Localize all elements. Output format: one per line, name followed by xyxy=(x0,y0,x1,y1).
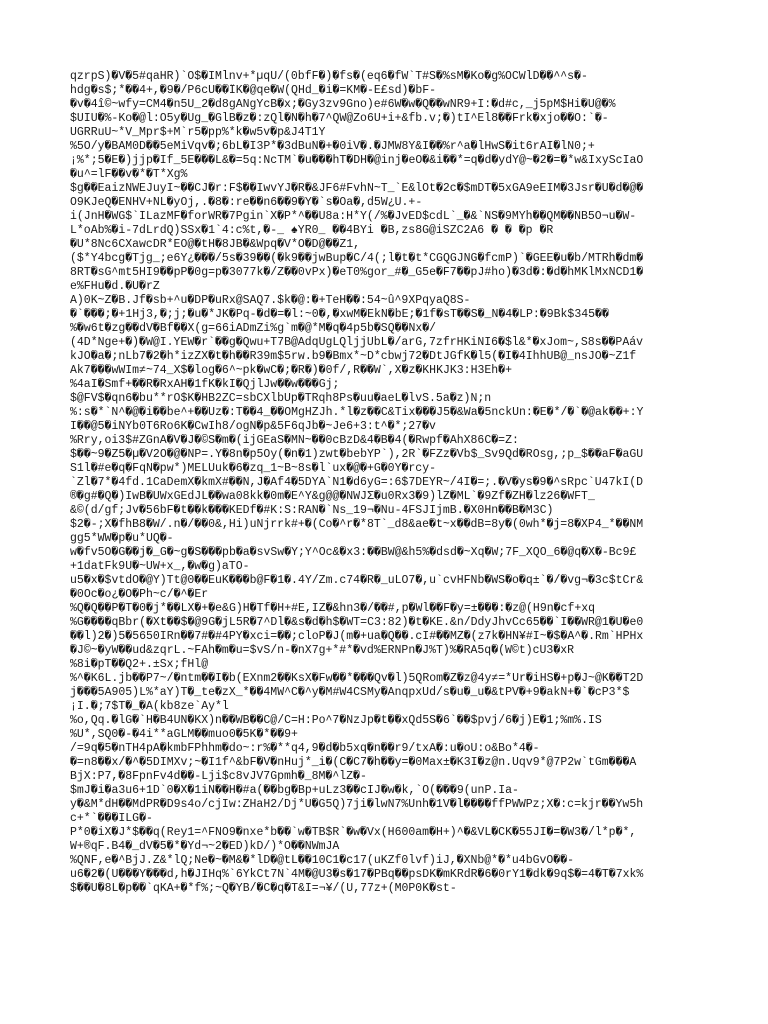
text-line: Ak7���wWIm≠~74_X$�log�6^~pk�wC�;�R�)�0f/,R��W`,X�z�KHKJK3:H3Eh�+ xyxy=(70,364,513,377)
text-line: $g��EaizNWEJuyI~��CJ�r:F$��IwvYJ�R�&JF6#FvhN~T_`E&lOt�2c�$mDT�5xGA9eEIM�3Jsr�U�d�@� xyxy=(70,182,644,195)
text-line: u5�x�$vtdO�@Y)Tt@0��EuK���b@F�1�.4Y/Zm.c74�R�_uLO7�,u`cvHFNb�WS�o�q±`�/�vg¬�3c$tCr& xyxy=(70,574,644,587)
text-line: ®�g#�Q�)IwB�UWxGEdJL��wa08kk�0m�E^Y&g@@�NWJΣ�u0Rx3�9)lZ�ML`�9Zf�ZH�lz26�WFT_ xyxy=(70,490,595,503)
text-line: %5O/y�BAM0D��5eMiVqv�;6bL�I3P*�3dBuN�+�0iV�.�JMW8Y&I��%r^a�lHwS�it6rAI�lN0;+ xyxy=(70,140,595,153)
text-line: w�fv5O�G��j�_G�~g�S���pb�a�svSw�Y;Y^Oc&�x3:��BW@&h5%�dsd�~Xq�W;7F_XQO_6�@q�X�-Bc9£ xyxy=(70,546,637,559)
text-line: e%FHu�d.�U�rZ xyxy=(70,280,160,293)
text-line: S1l�#e�q�FqN�pw*)MELUuk�6�zq_1~B~8s�l`ux�@�+G�0Y�rcy- xyxy=(70,462,437,475)
text-line: `Zl�7*�4fd.1CaDemX�kmX#��N,J�Af4�5DYA`N1�d6yG=:6$7DEYR~/4I�=;.�V�ys�9�^sRpc`U47kI(D xyxy=(70,476,644,489)
text-line: %G����qBbr(�Xt��$�@9G�jL5R�7^Dl�&s�d�h$�WT=C3:82)�t�KE.&n/DdyJhvCc65��`I��WR@1�U�e0 xyxy=(70,616,644,629)
garbled-text-block xyxy=(70,70,730,896)
text-line: %8i�pT��Q2+.±Sx;fHl@ xyxy=(70,658,209,671)
text-line: ($*Y4bcg�Tjg_;e6Y¿���/5s�39��(�k9��jwBup�C/4(;l�t�t*CGQGJNG�fcmP)`�GEE�u�b/MTRh�dm� xyxy=(70,252,644,265)
text-line: ¡%*;5�E�)jjp�If_5E���L&�=5q:NcTM`�u���hT�DH�@inj�eO�&i��*=q�d�ydY@~�2�=�*w&IxyScIaO xyxy=(70,154,644,167)
text-line: �v�4î©~wfy=CM4�n5U_2�d8gANgYcB�x;�Gy3zv9Gno)e#6W�w�Q��wNR9+I:�d#c,_j5pM$Hi�U@�% xyxy=(70,98,616,111)
text-line: j���5A905)L%*aY)T�_te�zX_*��4MW^C�^y�M#W4CSMy�AnqpxUd/s�u�_u�&tPV�+9�akN+�`�cP3*$ xyxy=(70,686,630,699)
text-line: %Q�Q��P�T�0�j*��LX�+�e&G)H�Tf�H+#E,IZ�&hn3�/��#,p�Wl��F�y=±���:�z@(H9n�cf+xq xyxy=(70,602,596,615)
text-line: kJO�a�;nLb7�2�h*izZX�t�h��R39m$5rw.b9�Bmx*~D*cbwj72�DtJGfK�l5(�I�4IhhUB@_nsJO�~Z1f xyxy=(70,350,637,363)
text-line: %�w6t�zg��dV�Bf��X(g=66iADmZi%g`m�@*M�q�4p5b�SQ��Nx�/ xyxy=(70,322,437,335)
text-line: �0Oc�o¿�O�Ph~c/�^�Er xyxy=(70,588,209,601)
text-line: (4D*Nge+�)�W@I.YEW�r`��g�Qwu+T7B@AdqUgLQljjUbL�/arG,7zfrHKiNI6�$l&*�xJom~,S8s��PAáv xyxy=(70,336,644,349)
text-line: c+*`���ILG�- xyxy=(70,812,153,825)
text-line: P*0�iX�J*$��q(Rey1=^FNO9�nxe*b��`w�TB$R`�w�Vx(H600am�H+)^�&VL�CK�55JI�=�W3�/l*p�*, xyxy=(70,826,637,839)
text-line: y�&M*dH��MdPR�D9s4o/cjIw:ZHaH2/Dj*U�G5Q)7ji�lwN7%Unh�1V�l����ffPWWPz;X�:c=kjr��Yw5h xyxy=(70,798,644,811)
text-line: A)0K~Z�B.Jf�sb+^u�DP�uRx@SAQ7.$k�@:�+TeH��:54~û^9XPqyaQ8S- xyxy=(70,294,471,307)
text-line: +1datFk9U�~UW+x_,�w�g)aTO- xyxy=(70,560,250,573)
text-line: O9KJeQ�ENHV+NL�yOj,.�8�:re��n6��9�Y�`s�Oa�,d5W¿U.+- xyxy=(70,196,423,209)
text-line: $UIU�%-Ko�@l:O5y�Ug_�GlB�z�:zQl�N�h�7^QW@Zo6U+i+&fb.v;�)tI^El8��Frk�xjo��O:`�- xyxy=(70,112,609,125)
text-line: %QNF,e�^BjJ.Z&*lQ;Ne�~�M&�*lD�@tL��10C1�c17(uKZf0lvf)iJ,�XNb@*�*u4bGvO��- xyxy=(70,854,575,867)
text-line: $��U�8L�p��`qKA+�*f%;~Q�YB/�C�q�T&I=¬¥/(U,77z+(M0P0K�st- xyxy=(70,882,457,895)
text-line: W+®qF.B4�_dV�5�*�Yd¬~2�ED)kD/)*O��NWmJA xyxy=(70,840,340,853)
text-line: gg5*WW�p�u*UQ�- xyxy=(70,532,174,545)
text-line: %U*,SQ0�-�4i**aGLM��muo0�5K�*��9+ xyxy=(70,728,298,741)
text-line: /=9q�5�nTH4pA�kmbFPhhm�do~:r%�**q4,9�d�b5xq�n��r9/txA�:u�oU:o&Bo*4�- xyxy=(70,742,540,755)
text-line: %o,Qq.�lG�`H�B4UN�KX)n��WB��C@/C=H:Po^7�NzJp�t��xQd5S�6`��$pvj/6�j)E�1;%m%.IS xyxy=(70,714,602,727)
text-line: �`���;�+1Hj3,�;j;�u�*JK�Pq-�d�=�l:~0�,�xwM�EkN�bE;�1f�sT��S�_N�4�LP:�9Bk$345�� xyxy=(70,308,609,321)
text-line: $2�-;X�fhB8�W/.n�/��0&,Hi)uNjrrk#+�(Co�^r�*8T`_d8&ae�t~x��dB=8y�(0wh*�j=8�XP4_*��NM xyxy=(70,518,644,531)
text-line: %4aI�Smf+��R�RxAH�1fK�kI�QjlJw��w���Gj; xyxy=(70,378,340,391)
text-line: $@FV$�qn6�bu**rO$K�HB2ZC=sbCXlbUp�TRqh8Ps�uu�aeL�lvS.5a�z)N;n xyxy=(70,392,492,405)
text-line: 8RT�sG^mt5HI9��pP�0g=p�3077k�/Z��0vPx)�eT0%gor_#�_G5e�F7��pJ#ho)�3d�:�d�hMKlMxNCD1� xyxy=(70,266,644,279)
text-line: %:s�*`N^�@�i��be^+��Uz�:T��4_��OMgHZJh.*l�z��C&Tix���J5�&Wa�5nckUn:�E�*/�`�@ak��+:Y xyxy=(70,406,644,419)
text-line: ¡I.�;7$T�_�A(kb8ze`Ay*l xyxy=(70,700,229,713)
text-line: �=n8��x/�^�5DIMXv;~�I1f^&bF�V�nHuj*_i�(C�C7�h��y=�0Max±�K3I�z@n.Uqv9*@7P2w`tGm���A xyxy=(70,756,637,769)
text-line: �U*8Nc6CXawcDR*EO@�tH�8JB�&Wpq�V*O�D@��Z1, xyxy=(70,238,361,251)
text-line: qzrpS)�V�5#qaHR)`O$�IMlnv+*µqU/(0bfF�)�fs�(eq6�fW`T#S�%sM�Ko�g%OCWlD��^^s�- xyxy=(70,70,588,83)
text-line: �J©~�yW��ud&zqrL.~FAh�m�u=$vS/n-�nX7g+*#*�vd%ERNPn�J%T)%�RA5q�(W©t)cU3�xR xyxy=(70,644,575,657)
text-line: L*oAb%�i-7dLrdQ)SSx�1`4:c%t,�-_ ♠YR0_ ��4BYi �B,zs8G@iSZC2A6 � � �p �R xyxy=(70,224,554,237)
text-line: ��l)2�)5�5650IRn��7#�#4PY�xci=��;cloP�J(m�+ua�Q��.cI#��MZ�(z7k�HN¥#I~�$�A^�.Rm`HPHx xyxy=(70,630,644,643)
text-line: �u^=lF��v�*�T*Xg% xyxy=(70,168,188,181)
text-line: i(JnH�WG$`ILazMF�forWR�7Pgin`X�P*^��U8a:H*Y(/%�JvED$cdL`_�&`NS�9MYh��QM��NB5O¬u�W- xyxy=(70,210,637,223)
text-line: hdg�s$;*��4+,�9�/P6cU��ÏK�@qe�W(QHd_�i�=KM�-E£sd)�bF- xyxy=(70,84,437,97)
text-line: u6�2�(U���Y���d,h�JIHq%`6YkCt7N`4M�@U3�s�17�PBq��psDK�mKRdR�6�0rY1�dk�9q$�=4�T�7xk% xyxy=(70,868,644,881)
text-line: BjX:P7,�8FpnFv4d��-Lji$c8vJV7Gpmh�_8M�^lZ�- xyxy=(70,770,367,783)
text-line: %^�K6L.jb��P7~/�ntm��I�b(EXnm2��KsX�Fw��*���Qv�l)5QRom�Z�z@4y≠=*Ur�iHS�+p�J~@K��T2D xyxy=(70,672,644,685)
text-line: &©(d/gf;Jv�56bF�t��k���KEDf�#K:S:RAN�`Ns_19¬�Nu-4FSJIjmB.�X0Hn��B�M3C) xyxy=(70,504,554,517)
text-line: UGRRuU~*V_Mpr$+M`r5�pp%*k�w5v�p&J4T1Y xyxy=(70,126,326,139)
text-line: $��~9�Z5�µ�V2O�@�NP=.Y�8n�p5Oy(�n�1)zwt�bebYP`),2R`�FZz�Vb$_Sv9Qd�ROsg,;p_$��aF�aGU xyxy=(70,448,644,461)
text-line: %Rry,oi3$#ZGnA�V�J�©S�m�(ijGEaS�MN~��0cBzD&4�B�4(�Rwpf�AhX86C�=Z: xyxy=(70,434,519,447)
text-line: $mJ�i�a3u6+1D`0�X�1iN��H�#a(��bg�Bp+uLz3��cIJ�w�k,`O(���9(unP.Ia- xyxy=(70,784,519,797)
text-line: I��@5�iNYb0T6Ro6K�CwIh8/ogN�p&5F6qJb�~Je6+3:t^�*;27�v xyxy=(70,420,436,433)
